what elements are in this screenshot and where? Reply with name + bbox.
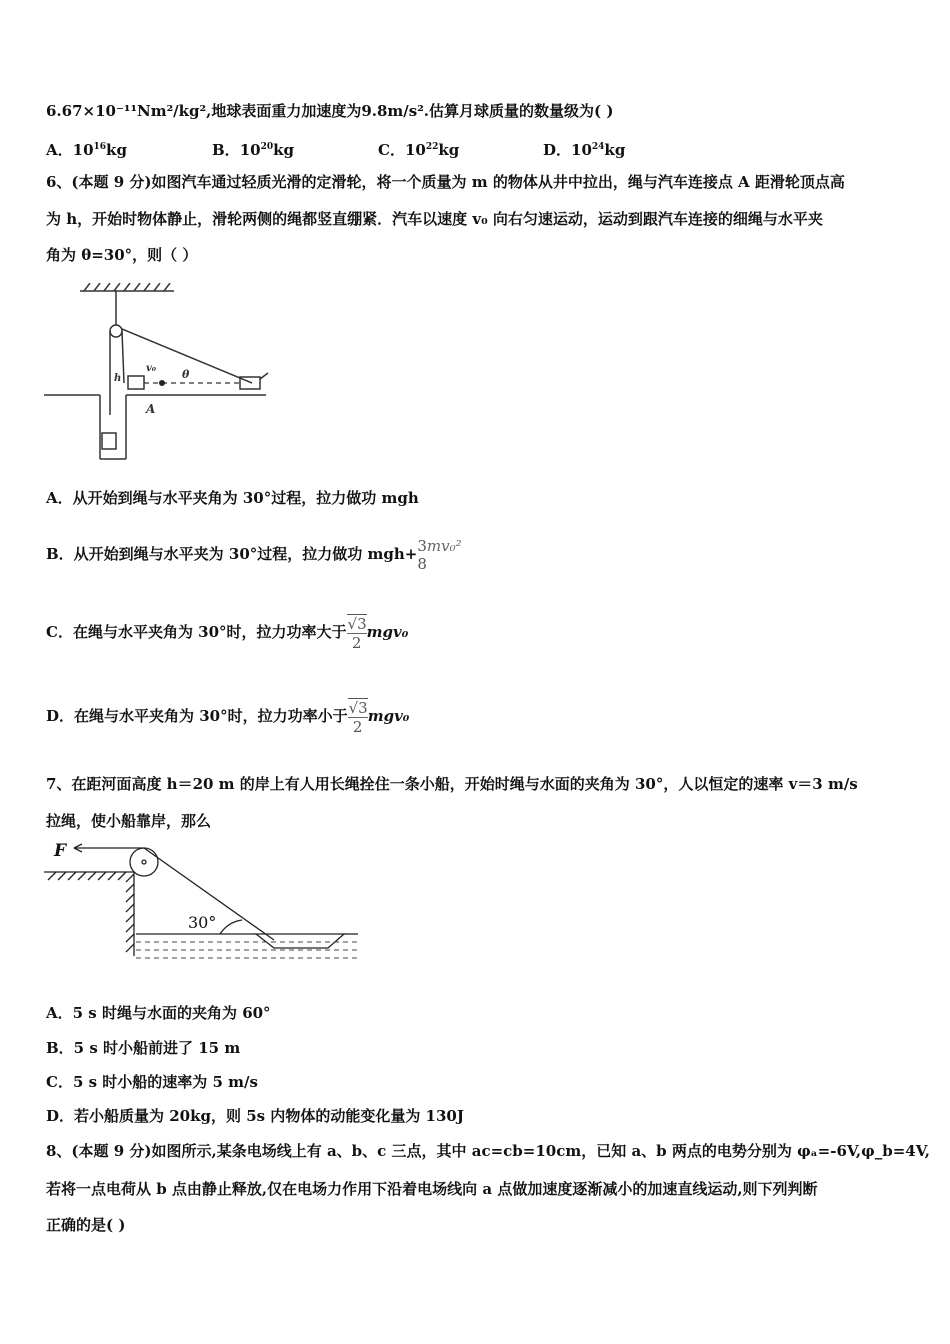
q8-stem-line-1: 8、(本题 9 分)如图所示,某条电场线上有 a、b、c 三点，其中 ac=cb=10cm，已知 a、b 两点的电势分别为 φₐ=-6V,φ_b=4V,: [46, 1142, 930, 1160]
q6-figure-v0-label: v₀: [146, 363, 157, 374]
q7-figure-angle-label: 30°: [188, 913, 217, 932]
q7-option-b: B．5 s 时小船前进了 15 m: [46, 1039, 241, 1057]
q6-figure-h-label: h: [114, 373, 122, 384]
q6-option-d-fraction: $\frac{√3}{2}$: [348, 698, 368, 736]
q6-option-d: D．在绳与水平夹角为 30°时，拉力功率小于 $\frac{√3}{2}$ mgv₀: [46, 698, 410, 736]
q5-option-d: D．$10^{24}kg$: [543, 141, 626, 159]
q6-figure-theta-label: θ: [182, 368, 190, 381]
q6-option-c-fraction: $\frac{√3}{2}$: [347, 614, 367, 652]
q7-option-a: A．5 s 时绳与水面的夹角为 60°: [46, 1004, 271, 1022]
q6-pulley-car-figure: [44, 283, 284, 463]
q6-figure-a-label: A: [146, 402, 156, 416]
q8-stem-line-2: 若将一点电荷从 b 点由静止释放,仅在电场力作用下沿着电场线向 a 点做加速度逐渐减小的加速直线运动,则下列判断: [46, 1180, 818, 1198]
q7-stem-line-1: 7、在距河面高度 h＝20 m 的岸上有人用长绳拴住一条小船，开始时绳与水面的夹角为 30°，人以恒定的速率 v＝3 m/s: [46, 775, 858, 793]
q6-stem-line-1: 6、(本题 9 分)如图汽车通过轻质光滑的定滑轮，将一个质量为 m 的物体从井中拉出，绳与汽车连接点 A 距滑轮顶点高: [46, 173, 845, 191]
q6-option-b-fraction: 3 8: [417, 537, 427, 573]
q8-stem-line-3: 正确的是( ): [46, 1216, 126, 1234]
q5-option-a: A．$10^{16}kg$: [46, 141, 127, 159]
q7-boat-figure: [44, 838, 364, 964]
q6-stem-line-3: 角为 θ=30°，则（ ）: [46, 246, 198, 264]
q5-stem-tail: 6.67×10⁻¹¹Nm²/kg²,地球表面重力加速度为9.8m/s².估算月球质量的数量级为( ): [46, 102, 614, 120]
q5-option-b: B．$10^{20}kg$: [212, 141, 294, 159]
q7-stem-line-2: 拉绳，使小船靠岸，那么: [46, 812, 212, 830]
q5-option-c: C．$10^{22}kg$: [378, 141, 460, 159]
q6-option-a: A．从开始到绳与水平夹角为 30°过程，拉力做功 mgh: [46, 489, 419, 507]
q7-figure-force-label: F: [54, 841, 67, 861]
q7-option-c: C．5 s 时小船的速率为 5 m/s: [46, 1073, 258, 1091]
q6-option-b: B．从开始到绳与水平夹为 30°过程，拉力做功 mgh+ 3 8 mv₀²: [46, 537, 462, 573]
q7-option-d: D．若小船质量为 20kg，则 5s 内物体的动能变化量为 130J: [46, 1107, 464, 1125]
q6-stem-line-2: 为 h，开始时物体静止，滑轮两侧的绳都竖直绷紧．汽车以速度 v₀ 向右匀速运动，运动到跟汽车连接的细绳与水平夹: [46, 210, 823, 228]
q6-option-c: C．在绳与水平夹角为 30°时，拉力功率大于 $\frac{√3}{2}$ mgv₀: [46, 614, 409, 652]
